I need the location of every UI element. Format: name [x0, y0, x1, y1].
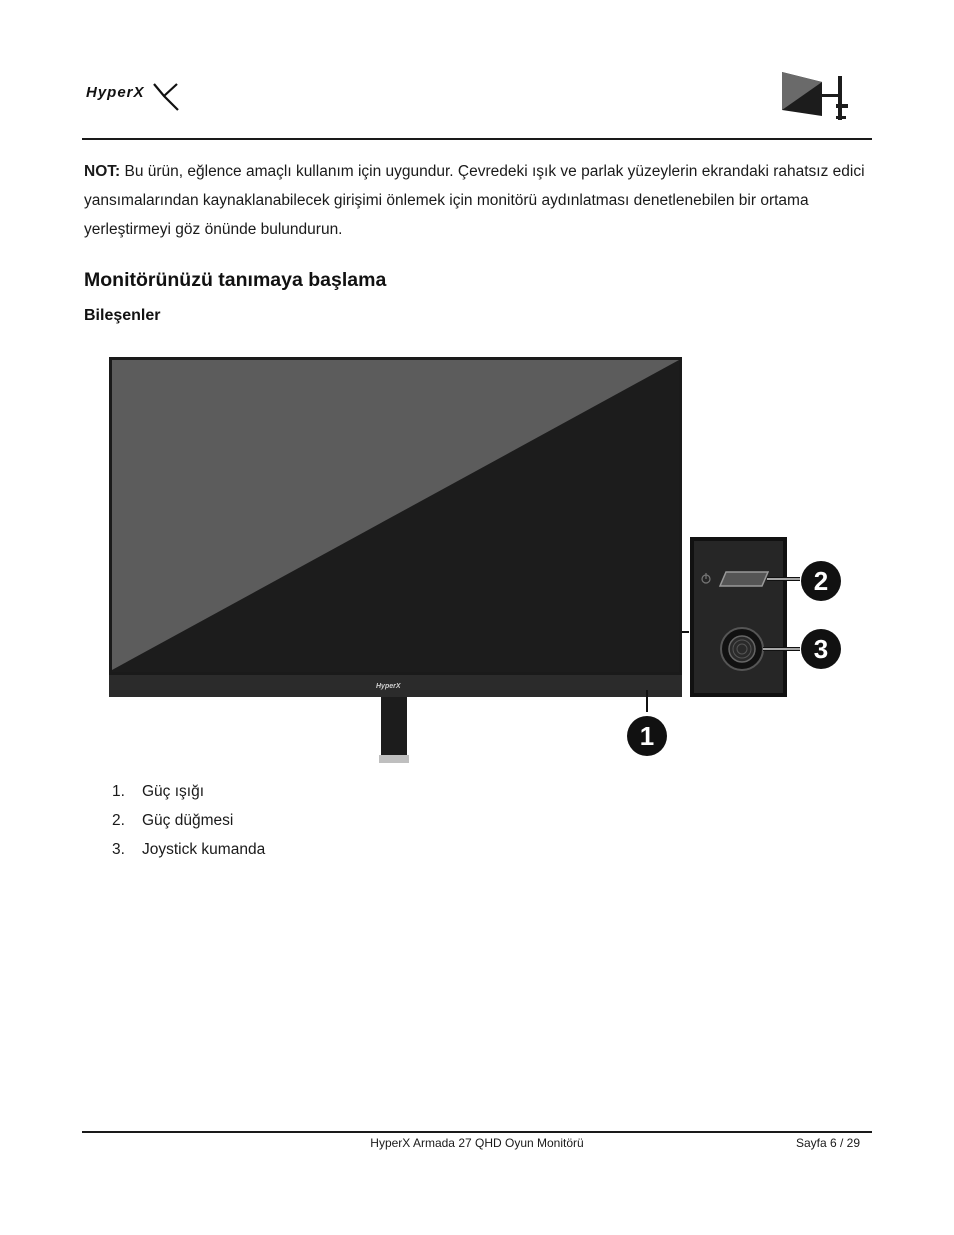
- note-paragraph: [84, 157, 874, 244]
- monitor-components-illustration: [100, 350, 852, 770]
- note-text: Bu ürün, eğlence amaçlı kullanım için uygundur. Çevredeki ışık ve parlak yüzeylerin ekrandaki rahatsız edici yansımalarından kaynaklanabilecek girişimi önlemek için monitörü aydınlatması denetlenebilen bir ortama yerleştirmeyi göz önünde bulundurun.: [84, 163, 865, 238]
- footer-document-title: HyperX Armada 27 QHD Oyun Monitörü: [370, 1136, 584, 1150]
- callout-1-label: 1: [639, 721, 655, 751]
- header-divider: [82, 138, 872, 140]
- monitor-stand: [381, 697, 407, 759]
- list-item-number: 2.: [112, 812, 125, 829]
- hyperx-logo-text: HyperX: [86, 84, 145, 101]
- power-button: [720, 572, 768, 586]
- bezel-logo-text: HyperX: [376, 683, 401, 690]
- list-item: [112, 806, 612, 835]
- list-item-number: 3.: [112, 841, 125, 858]
- footer-page-number: Sayfa 6 / 29: [795, 1136, 860, 1150]
- list-item-number: 1.: [112, 783, 125, 800]
- components-list: [112, 777, 612, 864]
- callout-2-label: 2: [813, 566, 829, 596]
- list-item-label: Joystick kumanda: [142, 841, 266, 858]
- monitor-arm-icon: [778, 70, 854, 126]
- joystick-icon: [721, 628, 763, 670]
- note-label: NOT:: [84, 163, 121, 180]
- hyperx-logo: [84, 80, 184, 114]
- list-item: [112, 777, 612, 806]
- list-item-label: Güç düğmesi: [142, 812, 234, 829]
- footer-divider: [82, 1131, 872, 1133]
- subsection-heading: Bileşenler: [84, 307, 161, 324]
- list-item: [112, 835, 612, 864]
- section-heading: Monitörünüzü tanımaya başlama: [84, 269, 387, 291]
- list-item-label: Güç ışığı: [142, 783, 205, 800]
- callout-3-label: 3: [813, 634, 829, 664]
